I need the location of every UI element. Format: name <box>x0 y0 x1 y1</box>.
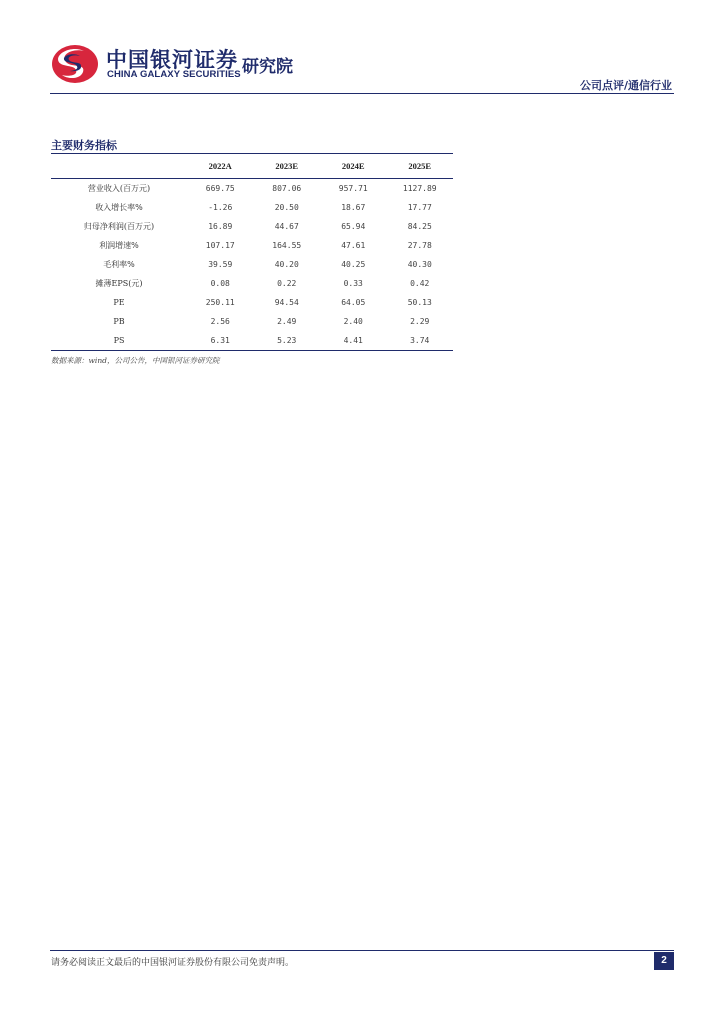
table-cell: 18.67 <box>341 203 366 212</box>
table-cell: 2.49 <box>277 317 297 326</box>
row-label: PB <box>113 317 125 326</box>
financial-indicators-table <box>51 153 453 351</box>
table-row <box>51 312 453 331</box>
table-row <box>51 217 453 236</box>
table-cell: 5.23 <box>254 331 321 351</box>
table-cell: 2.29 <box>410 317 430 326</box>
table-cell: 40.30 <box>407 260 432 269</box>
page-header <box>0 0 724 100</box>
table-cell: -1.26 <box>208 203 233 212</box>
footer-disclaimer: 请务必阅读正文最后的中国银河证券股份有限公司免责声明。 <box>51 958 295 968</box>
row-label: PE <box>113 298 125 307</box>
table-cell: 3.74 <box>387 331 454 351</box>
brand-subtitle: 研究院 <box>242 57 293 77</box>
table-cell: 669.75 <box>205 184 235 193</box>
table-cell: 47.61 <box>341 241 366 250</box>
table-row <box>51 293 453 312</box>
galaxy-logo-icon <box>50 42 100 86</box>
row-label: 营业收入(百万元) <box>87 184 151 193</box>
table-cell: 164.55 <box>272 241 302 250</box>
table-cell: 2.40 <box>343 317 363 326</box>
table-cell: 807.06 <box>272 184 302 193</box>
column-header: 2023E <box>254 154 321 179</box>
table-cell: 50.13 <box>407 298 432 307</box>
table-row <box>51 236 453 255</box>
row-label: 归母净利润(百万元) <box>83 222 155 231</box>
table-cell: 65.94 <box>341 222 366 231</box>
table-cell: 957.71 <box>338 184 368 193</box>
row-label: 利润增速% <box>99 241 139 250</box>
table-row <box>51 331 453 351</box>
table-cell: 4.41 <box>320 331 387 351</box>
row-label: 收入增长率% <box>95 203 143 212</box>
source-note: 数据来源：wind，公司公告，中国银河证券研究院 <box>51 356 220 365</box>
table-cell: 107.17 <box>205 241 235 250</box>
table-cell: 39.59 <box>208 260 233 269</box>
row-label: PS <box>51 331 187 351</box>
column-header <box>51 154 187 179</box>
table-cell: 250.11 <box>205 298 235 307</box>
table-cell: 40.25 <box>341 260 366 269</box>
row-label: 摊薄EPS(元) <box>95 279 143 288</box>
table-cell: 16.89 <box>208 222 233 231</box>
table-cell: 1127.89 <box>402 184 437 193</box>
column-header: 2025E <box>387 154 454 179</box>
footer-divider <box>50 950 674 951</box>
table-cell: 20.50 <box>274 203 299 212</box>
header-divider <box>50 93 674 94</box>
section-title: 主要财务指标 <box>51 139 117 152</box>
table-cell: 2.56 <box>210 317 230 326</box>
page-number: 2 <box>654 952 674 970</box>
table-row <box>51 179 453 199</box>
table-cell: 17.77 <box>407 203 432 212</box>
table-cell: 64.05 <box>341 298 366 307</box>
table-cell: 6.31 <box>187 331 254 351</box>
table-cell: 27.78 <box>407 241 432 250</box>
table-cell: 0.33 <box>343 279 363 288</box>
column-header: 2024E <box>320 154 387 179</box>
brand-name-cn: 中国银河证券 <box>106 48 238 72</box>
table-row <box>51 274 453 293</box>
table-cell: 44.67 <box>274 222 299 231</box>
table-cell: 0.42 <box>410 279 430 288</box>
table-cell: 0.22 <box>277 279 297 288</box>
table-header-row <box>51 154 453 179</box>
table-row <box>51 255 453 274</box>
table-cell: 94.54 <box>274 298 299 307</box>
table-row <box>51 198 453 217</box>
column-header: 2022A <box>187 154 254 179</box>
table-cell: 84.25 <box>407 222 432 231</box>
table-cell: 0.08 <box>210 279 230 288</box>
brand-name-en: CHINA GALAXY SECURITIES <box>107 69 241 80</box>
table-cell: 40.20 <box>274 260 299 269</box>
document-category: 公司点评/通信行业 <box>579 79 672 92</box>
row-label: 毛利率% <box>103 260 135 269</box>
